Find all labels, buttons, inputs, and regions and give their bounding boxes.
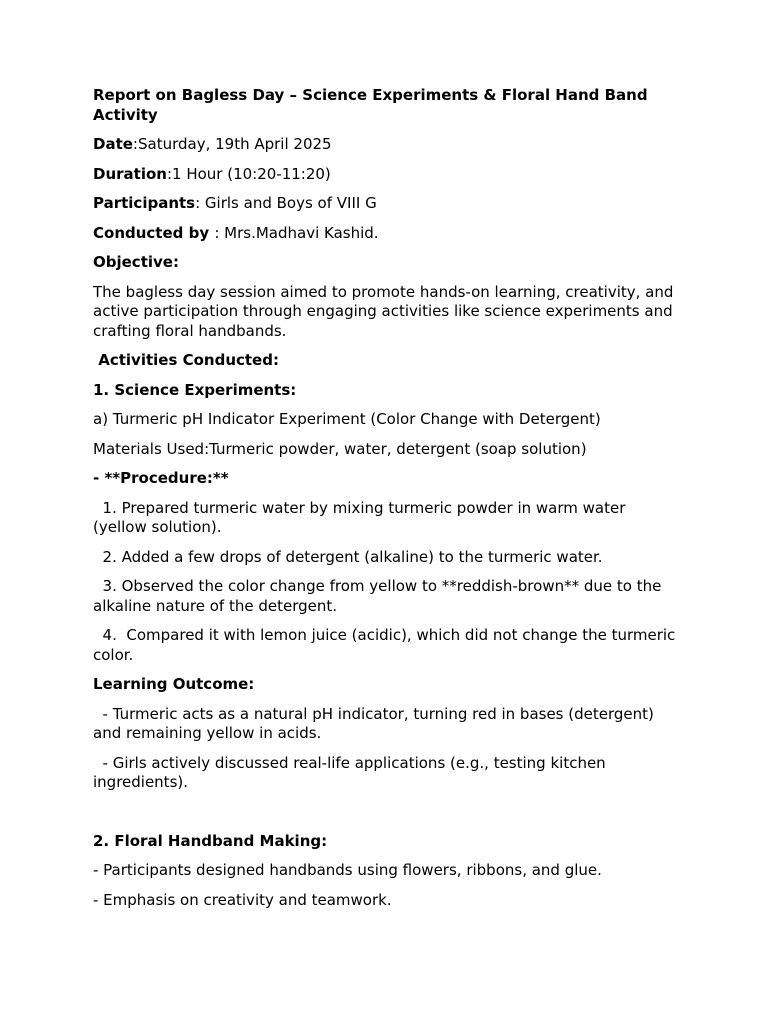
report-body: [93, 86, 681, 920]
procedure-step: 3. Observed the color change from yellow to **reddish-brown** due to the alkaline nature of the detergent.: [93, 577, 667, 615]
duration-label: Duration: [93, 164, 167, 183]
science-heading: 1. Science Experiments:: [93, 380, 297, 399]
floral-point: - Emphasis on creativity and teamwork.: [93, 890, 392, 909]
date-line: [93, 135, 678, 155]
participants-line: [93, 194, 678, 214]
floral-heading: 2. Floral Handband Making:: [93, 831, 328, 850]
report-title: Report on Bagless Day – Science Experiments & Floral Hand Band Activity: [93, 86, 648, 124]
duration-value: :1 Hour (10:20-11:20): [166, 164, 331, 183]
experiment-a-title: a) Turmeric pH Indicator Experiment (Color Change with Detergent): [93, 410, 601, 428]
materials-line: Materials Used:Turmeric powder, water, detergent (soap solution): [93, 439, 587, 458]
date-label: Date: [93, 135, 133, 153]
procedure-step: 4. Compared it with lemon juice (acidic), which did not change the turmeric color.: [93, 626, 681, 664]
conducted-by-line: [93, 224, 678, 244]
participants-value: : Girls and Boys of VIII G: [195, 194, 377, 212]
procedure-step: 2. Added a few drops of detergent (alkaline) to the turmeric water.: [93, 547, 603, 566]
objective-text: The bagless day session aimed to promote hands-on learning, creativity, and active participation through engaging activities like science experiments and crafting floral handbands.: [93, 282, 674, 340]
conducted-by-value: : Mrs.Madhavi Kashid.: [214, 223, 379, 242]
duration-line: [93, 165, 678, 185]
objective-heading: Objective:: [93, 253, 179, 271]
participants-label: Participants: [93, 194, 196, 212]
learning-outcome-item: - Girls actively discussed real-life applications (e.g., testing kitchen ingredients).: [93, 753, 611, 791]
date-value: :Saturday, 19th April 2025: [132, 135, 332, 153]
section-spacer: [93, 803, 678, 832]
learning-outcome-item: - Turmeric acts as a natural pH indicator, turning red in bases (detergent) and remaining yellow in acids.: [93, 704, 659, 742]
learning-outcome-heading: Learning Outcome:: [93, 675, 255, 693]
conducted-by-label: Conducted by: [93, 223, 215, 242]
procedure-heading: - **Procedure:**: [93, 469, 229, 487]
procedure-step: 1. Prepared turmeric water by mixing turmeric powder in warm water (yellow solution).: [93, 498, 631, 536]
floral-point: - Participants designed handbands using flowers, ribbons, and glue.: [93, 861, 602, 879]
activities-heading: Activities Conducted:: [93, 351, 279, 369]
